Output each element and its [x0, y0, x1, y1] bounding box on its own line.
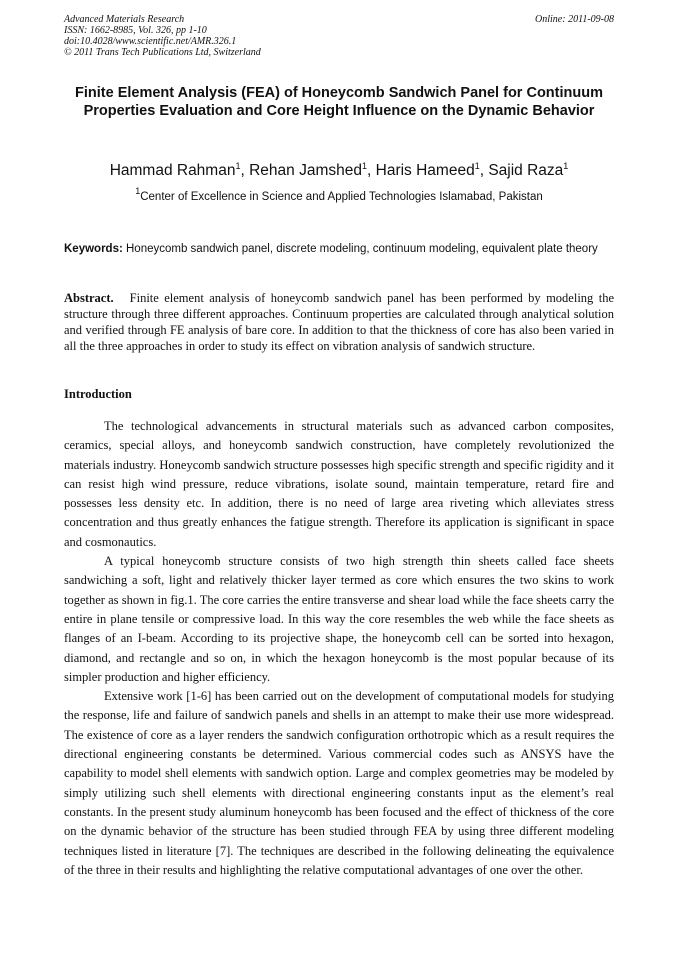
paragraph: The technological advancements in structural materials such as advanced carbon composites, ceramics, special alloys, and honeycomb sandwich construction, have completely revolutionized the materials industry. Honeycomb sandwich structure possesses high specific strength and specific rigidity and it can resist high wind pressure, reduce vibrations, isolate sound, maintain temperature, retard fire and possesses less density etc. In addition, there is no need of large area riveting which alleviates stress concentration and thus greatly enhances the fatigue strength. Therefore its application is significant in space and cosmonautics. — [64, 419, 614, 549]
keywords-block — [64, 242, 614, 257]
online-date: Online: 2011-09-08 — [535, 14, 614, 25]
author: Sajid Raza$^1$ — [488, 161, 569, 179]
author-list — [40, 161, 638, 181]
body-text — [64, 417, 614, 880]
author: Haris Hameed$^1$, — [375, 161, 489, 179]
affiliation: $^1$Center of Excellence in Science and Applied Technologies Islamabad, Pakistan — [135, 186, 543, 203]
keywords-text: Honeycomb sandwich panel, discrete modeling, continuum modeling, equivalent plate theory — [126, 243, 598, 255]
doi-line: doi:10.4028/www.scientific.net/AMR.326.1 — [64, 36, 237, 47]
author: Rehan Jamshed$^1$, — [249, 161, 376, 179]
journal-header — [64, 14, 614, 58]
keywords-label: Keywords: — [64, 243, 123, 255]
journal-name: Advanced Materials Research — [64, 14, 185, 25]
abstract-block — [64, 290, 614, 354]
copyright-line: © 2011 Trans Tech Publications Ltd, Switzerland — [64, 47, 261, 58]
paragraph: Extensive work [1-6] has been carried out on the development of computational models for studying the response, life and failure of sandwich panels and shells in an attempt to make their use more widespread. The existence of core as a layer renders the sandwich configuration orthotropic which as a result requires the directional engineering constants be determined. Various commercial codes such as ANSYS have the capability to model shell elements with sandwich option. Large and complex geometries may be modeled by simply utilizing such shell elements with directional engineering constants input as the element’s real constants. In the present study aluminum honeycomb has been focused and the effect of thickness of the core on the dynamic behavior of the structure has been studied through FEA by using three different modeling techniques listed in literature [7]. The techniques are described in the following delineating the equivalence of the three in their results and highlighting the relative computational advantages of one over the other. — [64, 689, 614, 877]
paragraph: A typical honeycomb structure consists of two high strength thin sheets called face sheets sandwiching a soft, light and relatively thicker layer termed as core which ensures the two skins to work together as shown in fig.1. The core carries the entire transverse and shear load while the face sheets carry the entire in plane tensile or compressive load. In this way the core resembles the web while the face sheets as flanges of an I-beam. According to its projective shape, the honeycomb cell can be sorted into hexagon, diamond, and rectangle and so on, in which the hexagon honeycomb is the most popular because of its simpler production and higher efficiency. — [64, 554, 614, 684]
section-heading: Introduction — [64, 387, 132, 401]
paper-title: Finite Element Analysis (FEA) of Honeycomb Sandwich Panel for Continuum Properties Evaluation and Core Height Influence on the Dynamic Behavior — [75, 85, 603, 119]
issn-line: ISSN: 1662-8985, Vol. 326, pp 1-10 — [64, 25, 207, 36]
abstract-label: Abstract. — [64, 291, 114, 305]
abstract-text: Finite element analysis of honeycomb sandwich panel has been performed by modeling the structure through three different approaches. Continuum properties are calculated through analytical solution and verified through FE analysis of bare core. In addition to that the thickness of core has also been varied in all the three approaches in order to study its effect on vibration analysis of sandwich structure. — [64, 291, 614, 353]
author: Hammad Rahman$^1$, — [109, 161, 250, 179]
